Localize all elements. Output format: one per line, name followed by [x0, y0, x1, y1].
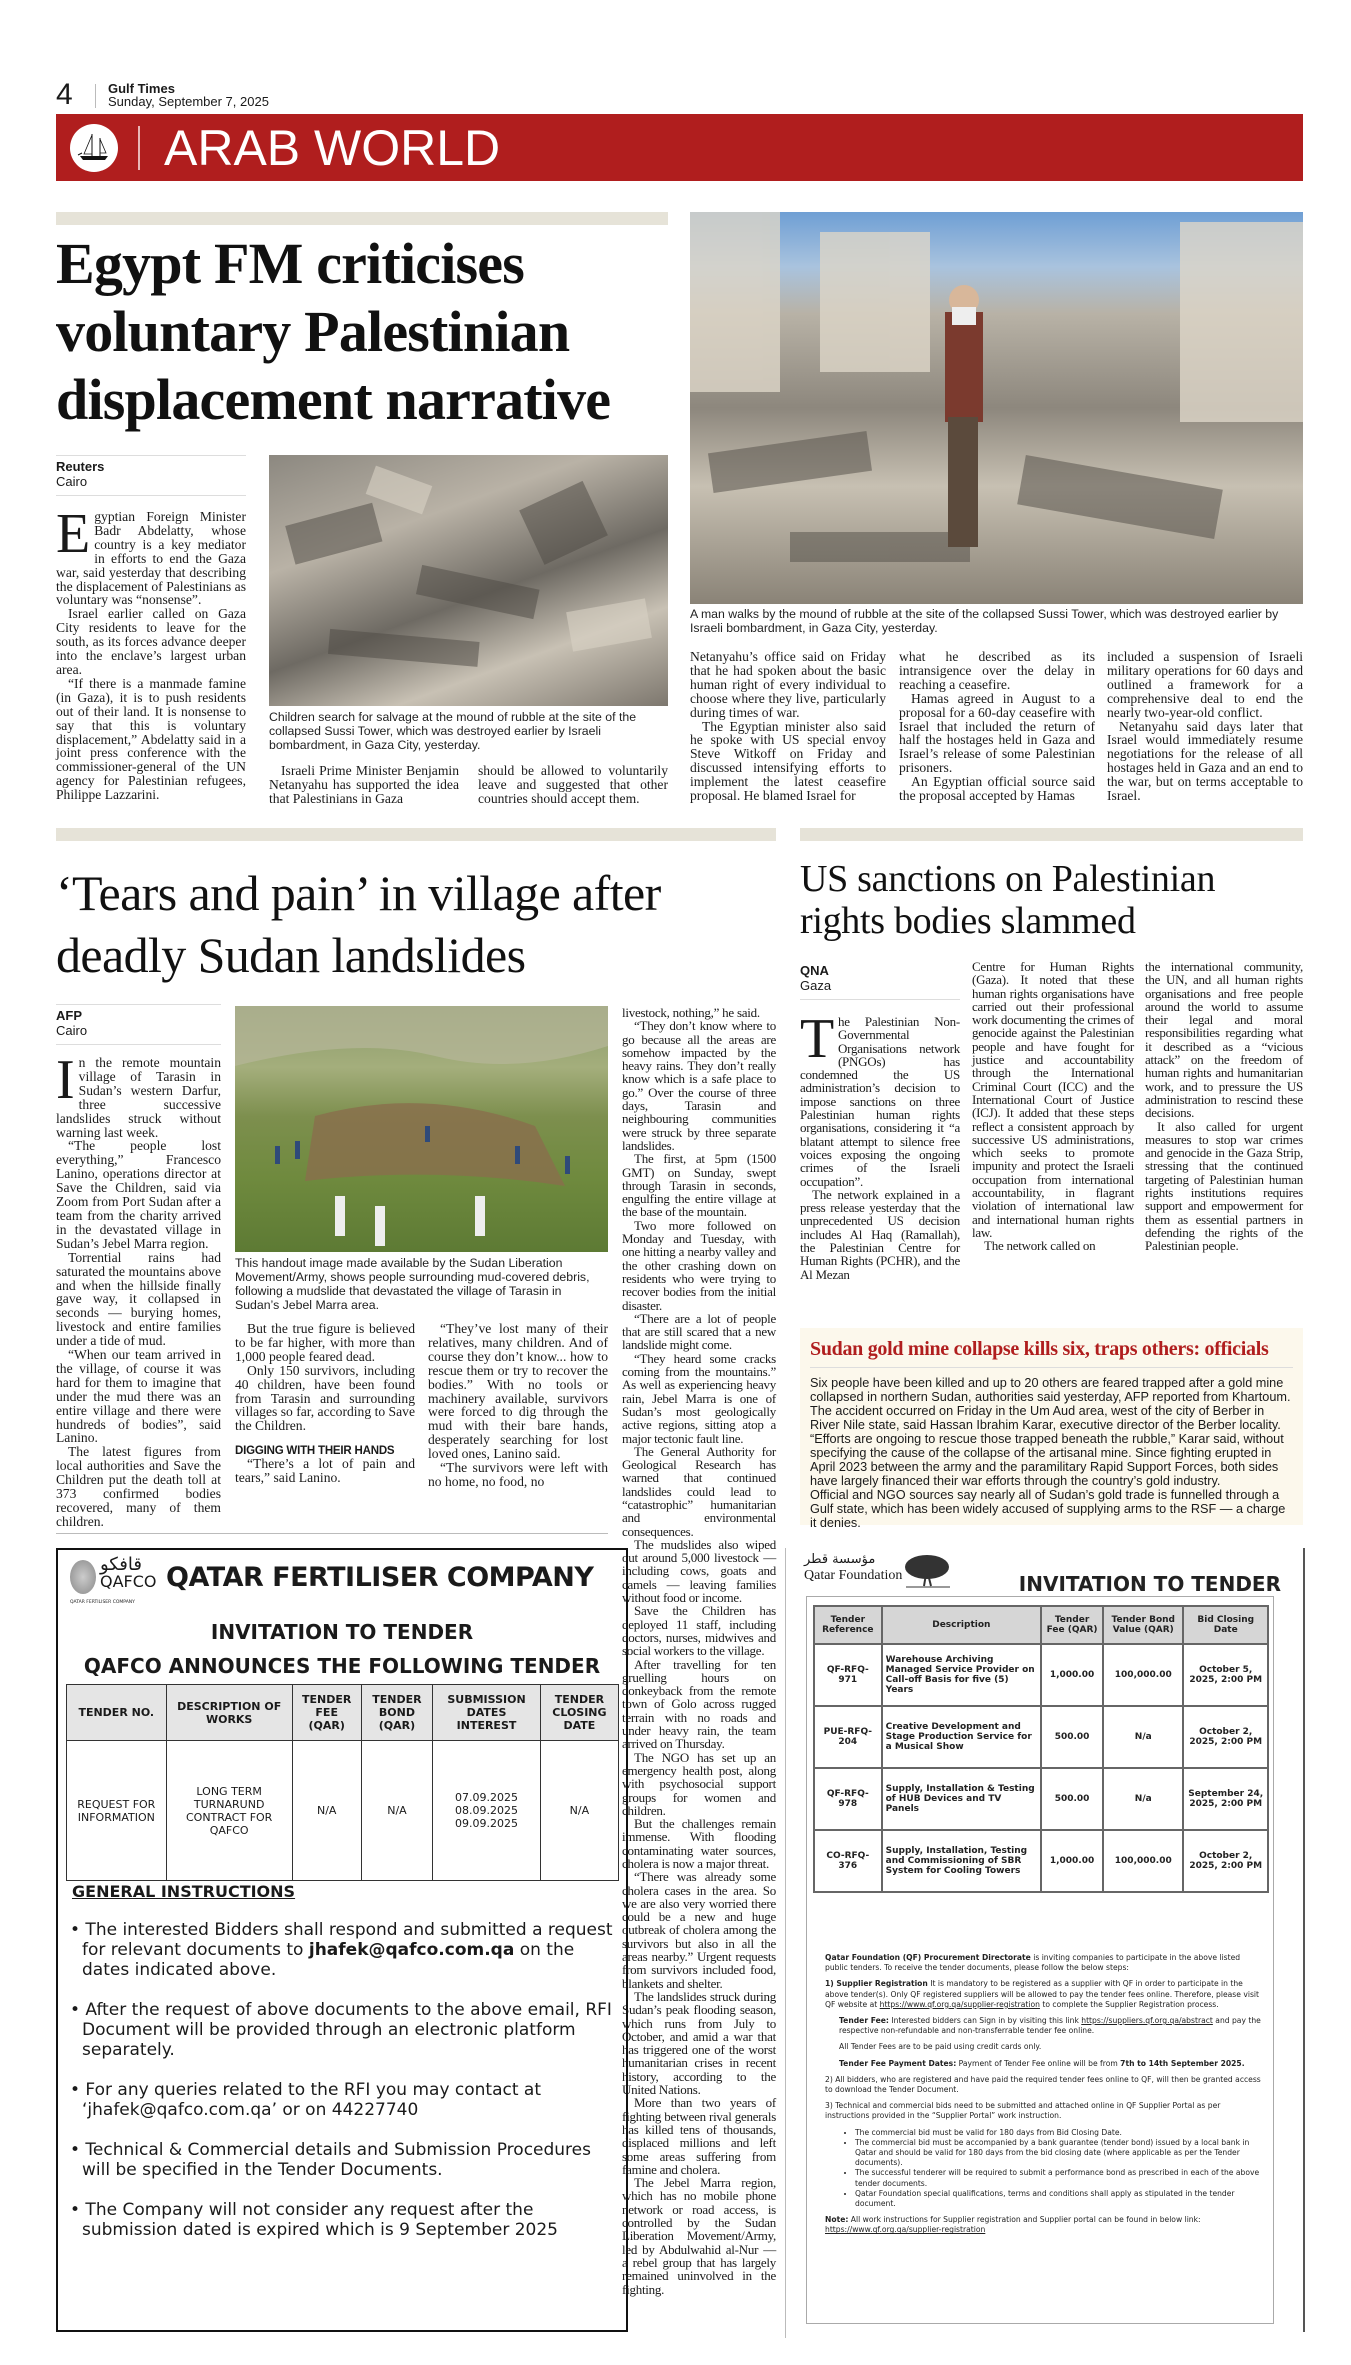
step-1: It is mandatory to be registered as a supplier with QF in order to participate in the above tender(s). Only QF registered suppliers will be allowed to pay the tender fees online. Therefore, please visit QF website at: [825, 1979, 1259, 2009]
instruction-item: • The Company will not consider any request after the submission dated is expired which is 9 September 2025: [70, 2200, 558, 2240]
paragraph: “If there is a manmade famine (in Gaza), it is to push residents out of their land. It is nonsense to say that this is voluntary displacement,” Abdelatty said in a joint press conference with the commissioner-general of the UN agency for Palestinian refugees, Philippe Lazzarini.: [56, 675, 246, 803]
paragraph: “When our team arrived in the village, of course it was hard for them to imagine that under the mud there was an entire village and there were hundreds of bodies”, said Lanino.: [56, 1347, 221, 1446]
brief-headline: Sudan gold mine collapse kills six, traps others: officials: [810, 1338, 1293, 1368]
tender-table: [66, 1684, 619, 1881]
article-column: [56, 503, 246, 803]
paragraph: the international community, the UN, and all human rights organisations and free people around the world to assume their legal and moral responsibilities regarding what it described as a “vicious attack” on the freedom of human rights and humanitarian work, and to pressure the US administration to rescind these decisions.: [1145, 959, 1303, 1121]
table-cell: LONG TERM TURNARUND CONTRACT FOR QAFCO: [166, 1741, 292, 1881]
instructions-list: [68, 1920, 618, 2260]
instructions-title: GENERAL INSTRUCTIONS: [72, 1882, 296, 1901]
photo-caption: This handout image made available by the Sudan Liberation Movement/Army, shows people surrounding mud-covered debris, following a mudslide that devastated the village of Tarasin in Sudan’s Jebel Marra area.: [235, 1256, 590, 1312]
paragraph: The Jebel Marra region, which has no mobile phone network or road access, is controlled by the Sudan Liberation Movement/Army, led by Abdulwahid al-Nur — a rebel group that has largely remained uninvolved in the fighting.: [622, 2175, 776, 2297]
paragraph: The mudslides also wiped out around 5,000 livestock — including cows, goats and camels — leaving families without food or income.: [622, 1536, 776, 1606]
column-header: Tender Reference: [814, 1606, 882, 1644]
dates: Payment of Tender Fee online will be from: [956, 2058, 1121, 2068]
paragraph: An Egyptian official source said the proposal accepted by Hamas: [899, 774, 1095, 804]
paragraph: Save the Children has deployed 11 staff, including doctors, nurses, midwives and social workers to the village.: [622, 1603, 776, 1659]
tender-table: [813, 1605, 1269, 1893]
byline: [800, 960, 960, 1000]
step-2: 2) All bidders, who are registered and have paid the required tender fees online to QF, will then be granted access to download the Tender Document.: [825, 2074, 1261, 2095]
requirement-item: • Qatar Foundation special qualifications, terms and conditions shall apply as stipulated in the tender document.: [855, 2189, 1265, 2209]
brief-paragraph: Six people have been killed and up to 20 others are feared trapped after a gold mine collapsed in northern Sudan, authorities said yesterday, AFP reported from Khartoum. The accident occurred on Friday in the Um Aud area, west of the city of Berber in River Nile state, said Hassan Ibrahim Karar, executive director of the Berber locality. “Efforts are ongoing to rescue those trapped beneath the rubble,” Karar said, without specifying the cause of the collapse of the artisanal mine. Since fighting erupted in April 2023 between the army and the paramilitary Rapid Support Forces, both sides have largely financed their war efforts through the country’s gold industry.: [810, 1376, 1291, 1488]
table-row: [814, 1768, 1268, 1830]
ad-title: INVITATION TO TENDER: [1018, 1572, 1281, 1596]
byline: [56, 1004, 221, 1045]
dates-title: Tender Fee Payment Dates:: [839, 2058, 957, 2068]
ad-title: INVITATION TO TENDER: [210, 1620, 474, 1644]
headline: US sanctions on Palestinian rights bodies slammed: [800, 858, 1216, 942]
agency: QNA: [800, 963, 829, 978]
requirement-item: • The successful tenderer will be required to submit a performance bond as prescribed in each of the above tender documents.: [855, 2168, 1265, 2188]
page-number: 4: [56, 78, 73, 111]
photo-caption: A man walks by the mound of rubble at the site of the collapsed Sussi Tower, which was destroyed earlier by Israeli bombardment, in Gaza City, yesterday.: [690, 607, 1279, 635]
table-cell: REQUEST FOR INFORMATION: [67, 1741, 167, 1881]
paragraph: “There are a lot of people that are still scared that a new landslide might come.: [622, 1310, 776, 1353]
ad-subtitle: QAFCO ANNOUNCES THE FOLLOWING TENDER: [83, 1654, 601, 1678]
paragraph: But the true figure is believed to be far higher, with more than 1,000 people feared dead.: [235, 1321, 415, 1364]
dates-range: 7th to 14th September 2025.: [1120, 2058, 1245, 2068]
agency: Reuters: [56, 459, 105, 474]
column-header: SUBMISSION DATES INTEREST: [433, 1685, 541, 1741]
paragraph: “There was already some cholera cases in the area. So we are also very worried there could be a new and huge outbreak of cholera among the survivors but also in all the areas nearby.” Urgent requests from survivors included food, blankets and shelter.: [622, 1869, 776, 1991]
table-cell: October 2, 2025, 2:00 PM: [1183, 1706, 1268, 1768]
photo-children-rubble: [269, 455, 668, 706]
paragraph: The first, at 5pm (1500 GMT) on Sunday, swept through Tarasin in seconds, engulfing the entire village at the base of the mountain.: [622, 1151, 776, 1220]
divider: [785, 1548, 786, 2338]
byline: [56, 455, 246, 496]
paragraph: DIGGING WITH THEIR HANDS: [235, 1445, 395, 1458]
article-column: [269, 764, 459, 806]
column-header: TENDER CLOSING DATE: [540, 1685, 618, 1741]
paper-name: [108, 82, 269, 108]
fee: Interested bidders can Sign in by visiting this link: [888, 2016, 1082, 2026]
table-cell: October 5, 2025, 2:00 PM: [1183, 1644, 1268, 1706]
paragraph: should be allowed to voluntarily leave and suggested that other countries should accept them.: [478, 763, 668, 806]
table-cell: PUE-RFQ-204: [814, 1706, 882, 1768]
qatar-foundation-logo: [804, 1552, 954, 1592]
paragraph: Netanyahu’s office said on Friday that he had spoken about the basic human right of every individual to choose where they live, particularly during times of war.: [690, 649, 886, 720]
article-column: [1145, 960, 1303, 1253]
paragraph: included a suspension of Israeli military operations for 60 days and outlined a framework for a comprehensive deal to end the nearly two-year-old conflict.: [1107, 649, 1303, 720]
table-cell: Supply, Installation, Testing and Commissioning of SBR System for Cooling Towers: [882, 1830, 1041, 1892]
issue-date: Sunday, September 7, 2025: [108, 94, 269, 109]
supplier-registration-link[interactable]: https://www.qf.org.qa/supplier-registration: [879, 1999, 1040, 2009]
paragraph: what he described as its intransigence over the delay in reaching a ceasefire.: [899, 649, 1095, 692]
divider: [56, 1533, 608, 1534]
article-column: [899, 650, 1095, 803]
table-header-row: [67, 1685, 619, 1741]
table-cell: N/a: [1103, 1706, 1183, 1768]
table-cell: 100,000.00: [1103, 1830, 1183, 1892]
divider: [800, 828, 1303, 841]
paragraph: The latest figures from local authorities and Save the Children put the death toll at 373 confirmed bodies recovered, many of them children.: [56, 1444, 221, 1529]
instruction-item: • Technical & Commercial details and Submission Procedures will be specified in the Tender Documents.: [70, 2140, 591, 2180]
qafco-tender-ad: [56, 1548, 628, 2332]
logo-arabic: مؤسسة قطر: [804, 1552, 876, 1567]
agency: AFP: [56, 1008, 82, 1023]
table-row: [814, 1830, 1268, 1892]
table-row: [814, 1706, 1268, 1768]
bid-requirements-list: [825, 2128, 1265, 2210]
dateline: Cairo: [56, 474, 88, 489]
divider: [56, 212, 668, 225]
dateline: Cairo: [56, 1023, 88, 1038]
paragraph: Two more followed on Monday and Tuesday, with one hitting a nearby valley and the other crashing down on residents who were trying to recover bodies from the initial disaster.: [622, 1217, 776, 1313]
fee-title: Tender Fee:: [839, 2016, 889, 2026]
article-column: [690, 650, 886, 803]
column-header: DESCRIPTION OF WORKS: [166, 1685, 292, 1741]
table-cell: Creative Development and Stage Production Service for a Musical Show: [882, 1706, 1041, 1768]
table-cell: QF-RFQ-978: [814, 1768, 882, 1830]
news-brief-box: [800, 1328, 1303, 1530]
article-column: [428, 1322, 608, 1489]
dateline: Gaza: [800, 978, 832, 993]
headline: Egypt FM criticises voluntary Palestinian displacement narrative: [56, 231, 611, 432]
fee-end: and pay the respective non-refundable and non-transferrable tender fee online.: [839, 2016, 1261, 2036]
table-cell: 100,000.00: [1103, 1644, 1183, 1706]
paragraph: “The people lost everything,” Francesco Lanino, operations director at Save the Children, said via Zoom from Port Sudan after a team from the charity arrived in the devastated village in Sudan’s Jebel Marra region.: [56, 1138, 221, 1251]
column-header: TENDER FEE (QAR): [292, 1685, 361, 1741]
table-cell: Warehouse Archiving Managed Service Provider on Call-off Basis for five (5) Years: [882, 1644, 1041, 1706]
column-header: TENDER NO.: [67, 1685, 167, 1741]
column-header: TENDER BOND (QAR): [361, 1685, 433, 1741]
paragraph: Torrential rains had saturated the mountains above and when the hillside finally gave way, it collapsed in seconds — burying homes, livestock and entire families under a tide of mud.: [56, 1249, 221, 1349]
paragraph: The Egyptian minister also said he spoke with US special envoy Steve Witkoff on Friday and discussed intensifying efforts to implement the latest ceasefire proposal. He blamed Israel for: [690, 718, 886, 804]
column-header: Tender Bond Value (QAR): [1103, 1606, 1183, 1644]
paragraph: Israeli Prime Minister Benjamin Netanyahu has supported the idea that Palestinians in Gaza: [269, 763, 459, 806]
paragraph: The network called on: [984, 1238, 1096, 1254]
dhow-ship-icon: [70, 124, 118, 172]
requirement-item: • The commercial bid must be valid for 180 days from Bid Closing Date.: [855, 2128, 1265, 2138]
paragraph: Egyptian Foreign Minister Badr Abdelatty, whose country is a key mediator in efforts to end the Gaza war, said yesterday that describing the displacement of Palestinians as voluntary was “nonsense”.: [56, 503, 246, 608]
table-cell: 1,000.00: [1041, 1644, 1103, 1706]
column-header: Bid Closing Date: [1183, 1606, 1268, 1644]
article-column: [972, 960, 1134, 1253]
table-cell: 1,000.00: [1041, 1830, 1103, 1892]
drop-cap: T: [800, 1008, 834, 1070]
logo-latin: Qatar Foundation: [804, 1568, 903, 1583]
photo-mudslide-village: [235, 1006, 608, 1252]
photo-caption: Children search for salvage at the mound of rubble at the site of the collapsed Sussi Tower, which was destroyed earlier by Israeli bombardment, in Gaza City, yesterday.: [269, 710, 637, 752]
tender-instructions: [825, 1953, 1265, 2242]
article-column: [800, 1008, 960, 1282]
paragraph: Netanyahu said days later that Israel would immediately resume negotiations for the release of all hostages held in Gaza and an end to the war, but on terms acceptable to Israel.: [1107, 718, 1303, 804]
table-cell: N/A: [540, 1741, 618, 1881]
paragraph: The NGO has set up an emergency health post, along with psychosocial support groups for women and children.: [622, 1749, 776, 1818]
paragraph: It also called for urgent measures to stop war crimes and genocide in the Gaza Strip, stressing that the continued targeting of Palestinian human rights institutions requires support and empowerment for them as essential partners in defending the rights of the Palestinian people.: [1145, 1118, 1303, 1254]
photo-man-rubble: [690, 212, 1303, 604]
column-header: Description: [882, 1606, 1041, 1644]
qafco-logo: [70, 1556, 160, 1612]
table-row: [814, 1644, 1268, 1706]
supplier-registration-link[interactable]: https://www.qf.org.qa/supplier-registration: [825, 2225, 986, 2235]
paragraph: Hamas agreed in August to a proposal for a 60-day ceasefire with Israel that included the return of half the hostages held in Gaza and Israel’s release of some Palestinian prisoners.: [899, 690, 1095, 776]
paragraph: “The survivors were left with no home, no food, no: [428, 1460, 608, 1489]
table-cell: 500.00: [1041, 1706, 1103, 1768]
requirement-item: • The commercial bid must be accompanied by a bank guarantee (tender bond) issued by a local bank in Qatar and should be valid for 180 days from the bid closing date (where applicable as per the Tender documents).: [855, 2138, 1265, 2169]
table-cell: Supply, Installation & Testing of HUB Devices and TV Panels: [882, 1768, 1041, 1830]
note: All work instructions for Supplier registration and Supplier portal can be found in below link:: [848, 2215, 1201, 2225]
divider: [95, 84, 96, 108]
table-cell: N/A: [292, 1741, 361, 1881]
table-cell: N/a: [1103, 1768, 1183, 1830]
table-cell: N/A: [361, 1741, 433, 1881]
divider: [56, 828, 776, 841]
paragraph: But the challenges remain immense. With flooding contaminating water sources, cholera is now a major threat.: [622, 1816, 776, 1871]
logo-latin: QAFCO: [100, 1572, 157, 1591]
paragraph: After travelling for ten gruelling hours on donkeyback from the remote town of Golo across rugged terrain with no roads and under heavy rain, the team arrived on Thursday.: [622, 1656, 776, 1752]
paragraph: “They heard some cracks coming from the mountains.” As well as experiencing heavy rain, Jebel Marra is one of Sudan’s most geologically active regions, sitting atop a major tectonic fault line.: [622, 1350, 776, 1446]
tree-icon: [904, 1554, 950, 1588]
table-row: [67, 1741, 619, 1881]
divider: [138, 126, 140, 170]
paragraph: livestock, nothing,” he said.: [622, 1005, 760, 1020]
step-3: 3) Technical and commercial bids need to be submitted and attached online in QF Supplier Portal as per instructions provided in the “Supplier Portal” work instruction.: [825, 2101, 1221, 2121]
paragraph: The network explained in a press release yesterday that the unprecedented US decision includes Al Haq (Ramallah), the Palestinian Centre for Human Rights (PCHR), and the Al Mezan: [800, 1186, 960, 1282]
headline: ‘Tears and pain’ in village after deadly Sudan landslides: [56, 865, 661, 983]
brief-paragraph: Official and NGO sources say nearly all of Sudan’s gold trade is funnelled through a Gulf state, which has been widely accused of supplying arms to the RSF — a charge it denies.: [810, 1488, 1286, 1530]
table-header-row: [814, 1606, 1268, 1644]
logo-arabic: قافكو: [100, 1554, 142, 1575]
article-column: [56, 1049, 221, 1529]
article-column: [1107, 650, 1303, 803]
drop-cap: E: [56, 503, 91, 565]
company-name: QATAR FERTILISER COMPANY: [166, 1562, 594, 1593]
instruction-item: • After the request of above documents to the above email, RFI Document will be provided through an electronic platform separately.: [70, 2000, 612, 2060]
table-cell: 07.09.2025 08.09.2025 09.09.2025: [433, 1741, 541, 1881]
paragraph: The Palestinian Non-Governmental Organisations network (PNGOs) has condemned the US administration’s decision to impose sanctions on three Palestinian human rights organisations, considering it “a blatant attempt to silence free voices exposing the ongoing crimes of the Israeli occupation”.: [800, 1008, 960, 1189]
suppliers-portal-link[interactable]: https://suppliers.qf.org.qa/abstract: [1081, 2016, 1213, 2026]
drop-cap: I: [56, 1049, 75, 1111]
article-column: [478, 764, 668, 806]
paragraph: More than two years of fighting between rival generals has killed tens of thousands, displaced millions and left some areas suffering from famine and cholera.: [622, 2095, 776, 2177]
logo-sub: QATAR FERTILISER COMPANY: [70, 1600, 135, 1605]
paragraph: The landslides struck during Sudan’s peak flooding season, which runs from July to October, and amid a war that has triggered one of the worst humanitarian crises in recent history, according to the United Nations.: [622, 1988, 776, 2098]
article-column: [622, 1006, 776, 2296]
contact-email: jhafek@qafco.com.qa: [308, 1940, 515, 1960]
table-cell: October 2, 2025, 2:00 PM: [1183, 1830, 1268, 1892]
intro: is inviting companies to participate in the above listed public tenders. To receive the tender documents, please follow the below steps:: [825, 1953, 1241, 1973]
table-cell: QF-RFQ-971: [814, 1644, 882, 1706]
column-header: Tender Fee (QAR): [1041, 1606, 1103, 1644]
table-cell: 500.00: [1041, 1768, 1103, 1830]
paragraph: The General Authority for Geological Research has warned that continued landslides could lead to “catastrophic” humanitarian and environmental consequences.: [622, 1443, 776, 1539]
paragraph: “They’ve lost many of their relatives, many children. And of course they don’t know... how to rescue them or try to recover the bodies.” With no tools or machinery available, survivors were forced to dig through the mud with their bare hands, desperately searching for lost loved ones, Lanino said.: [428, 1321, 608, 1462]
paragraph: Centre for Human Rights (Gaza). It noted that these human rights organisations have carried out their professional work documenting the crimes of genocide against the Palestinian people and have fought for justice and accountability through the International Criminal Court (ICC) and the International Court of Justice (ICJ). It added that these steps reflect a consistent approach by successive US administrations, which seeks to promote impunity and protect the Israeli occupation from international accountability, in flagrant violation of international law and international human rights law.: [972, 959, 1134, 1240]
credit-note: All Tender Fees are to be paid using credit cards only.: [839, 2042, 1042, 2052]
table-cell: September 24, 2025, 2:00 PM: [1183, 1768, 1268, 1830]
section-title: ARAB WORLD: [164, 120, 501, 176]
paragraph: Israel earlier called on Gaza City residents to leave for the south, as its forces advance deeper into the enclave’s largest urban area.: [56, 606, 246, 677]
step-1-title: 1) Supplier Registration: [825, 1979, 928, 1989]
qf-tender-ad: [800, 1548, 1305, 2332]
drop-icon: [70, 1560, 96, 1594]
paragraph: In the remote mountain village of Tarasin in Sudan’s western Darfur, three successive landslides struck without warning last week.: [56, 1049, 221, 1140]
instruction-item: • For any queries related to the RFI you may contact at ‘jhafek@qafco.com.qa’ or on 44227740: [70, 2080, 542, 2120]
paper-title: Gulf Times: [108, 81, 175, 96]
article-column: [235, 1322, 415, 1485]
paragraph: Only 150 survivors, including 40 children, have been found from Tarasin and surrounding villages so far, according to Save the Children.: [235, 1362, 415, 1434]
instruction-item: • The interested Bidders shall respond and submitted a request for relevant documents to jhafek@qafco.com.qa on the dates indicated above.: [70, 1920, 613, 1980]
table-cell: CO-RFQ-376: [814, 1830, 882, 1892]
step-1-end: to complete the Supplier Registration process.: [1039, 1999, 1219, 2009]
note-title: Note:: [825, 2215, 849, 2225]
paragraph: “There’s a lot of pain and tears,” said Lanino.: [235, 1456, 415, 1486]
paragraph: “They don’t know where to go because all the areas are somehow impacted by the heavy rains. They don’t really know which is a safe place to go.” Over the course of three days, Tarasin and neighbouring communities were struck by three separate landslides.: [622, 1018, 776, 1153]
intro-bold: Qatar Foundation (QF) Procurement Directorate: [825, 1953, 1031, 1962]
